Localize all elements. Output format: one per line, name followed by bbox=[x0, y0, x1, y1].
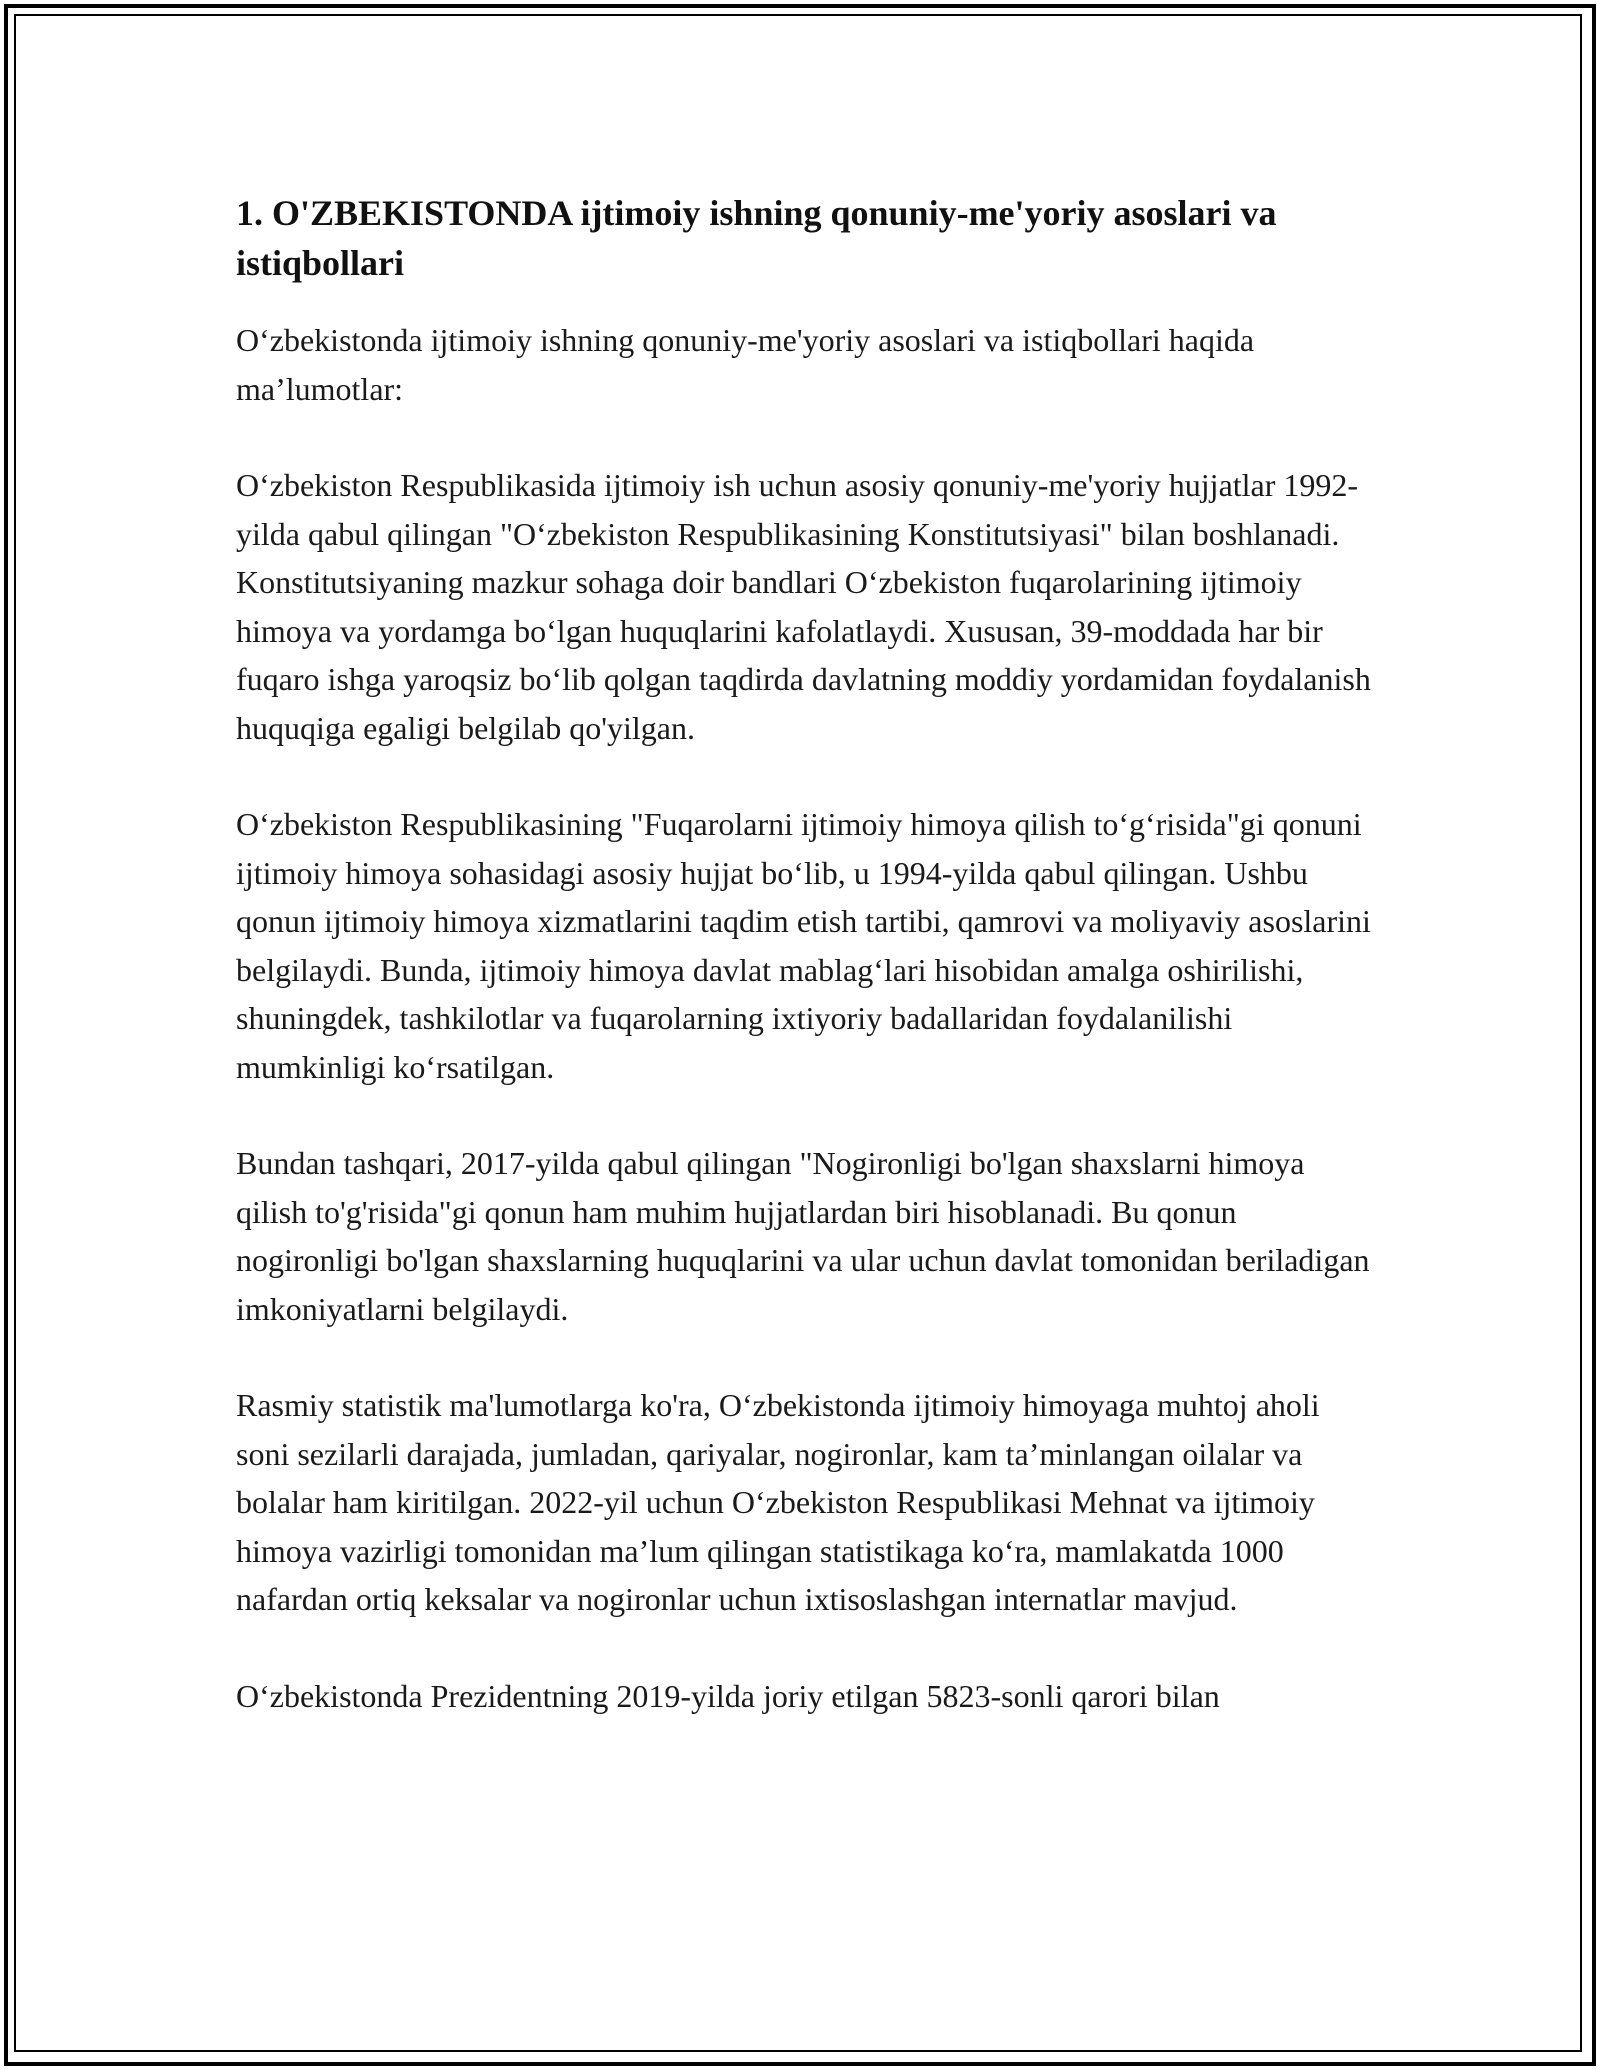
paragraph-disability-law: Bundan tashqari, 2017-yilda qabul qilingan "Nogironligi bo'lgan shaxslarni himoya qilish to'g'risida"gi qonun ham muhim hujjatlardan biri hisoblanadi. Bu qonun nogironligi bo'lgan shaxslarning huquqlarini va ular uchun davlat tomonidan beriladigan imkoniyatlarni belgilaydi. bbox=[236, 1145, 1370, 1327]
paragraph-social-protection-law: O‘zbekiston Respublikasining "Fuqarolarni ijtimoiy himoya qilish to‘g‘risida"gi qonuni ijtimoiy himoya sohasidagi asosiy hujjat bo‘lib, u 1994-yilda qabul qilingan. Ushbu qonun ijtimoiy himoya xizmatlarini taqdim etish tartibi, qamrovi va moliyaviy asoslarini belgilaydi. Bunda, ijtimoiy himoya davlat mablag‘lari hisobidan amalga oshirilishi, shuningdek, tashkilotlar va fuqarolarning ixtiyoriy badallaridan foydalanilishi mumkinligi ko‘rsatilgan. bbox=[236, 806, 1371, 1085]
document-body bbox=[236, 188, 1376, 1768]
document-title: 1. O'ZBEKISTONDA ijtimoiy ishning qonuniy-me'yoriy asoslari va istiqbollari bbox=[236, 193, 1277, 283]
paragraph-intro: O‘zbekistonda ijtimoiy ishning qonuniy-me'yoriy asoslari va istiqbollari haqida ma’lumotlar: bbox=[236, 322, 1255, 407]
paragraph-presidential-decree: O‘zbekistonda Prezidentning 2019-yilda joriy etilgan 5823-sonli qarori bilan bbox=[236, 1677, 1220, 1714]
paragraph-constitution: O‘zbekiston Respublikasida ijtimoiy ish uchun asosiy qonuniy-me'yoriy hujjatlar 1992-yilda qabul qilingan "O‘zbekiston Respublikasining Konstitutsiyasi" bilan boshlanadi. Konstitutsiyaning mazkur sohaga doir bandlari O‘zbekiston fuqarolarining ijtimoiy himoya va yordamga bo‘lgan huquqlarini kafolatlaydi. Xususan, 39-moddada har bir fuqaro ishga yaroqsiz bo‘lib qolgan taqdirda davlatning moddiy yordamidan foydalanish huquqiga egaligi belgilab qo'yilgan. bbox=[236, 467, 1371, 746]
paragraph-statistics: Rasmiy statistik ma'lumotlarga ko'ra, O‘zbekistonda ijtimoiy himoyaga muhtoj aholi soni sezilarli darajada, jumladan, qariyalar, nogironlar, kam ta’minlangan oilalar va bolalar ham kiritilgan. 2022-yil uchun O‘zbekiston Respublikasi Mehnat va ijtimoiy himoya vazirligi tomonidan ma’lum qilingan statistikaga ko‘ra, mamlakatda 1000 nafardan ortiq keksalar va nogironlar uchun ixtisoslashgan internatlar mavjud. bbox=[236, 1387, 1320, 1617]
